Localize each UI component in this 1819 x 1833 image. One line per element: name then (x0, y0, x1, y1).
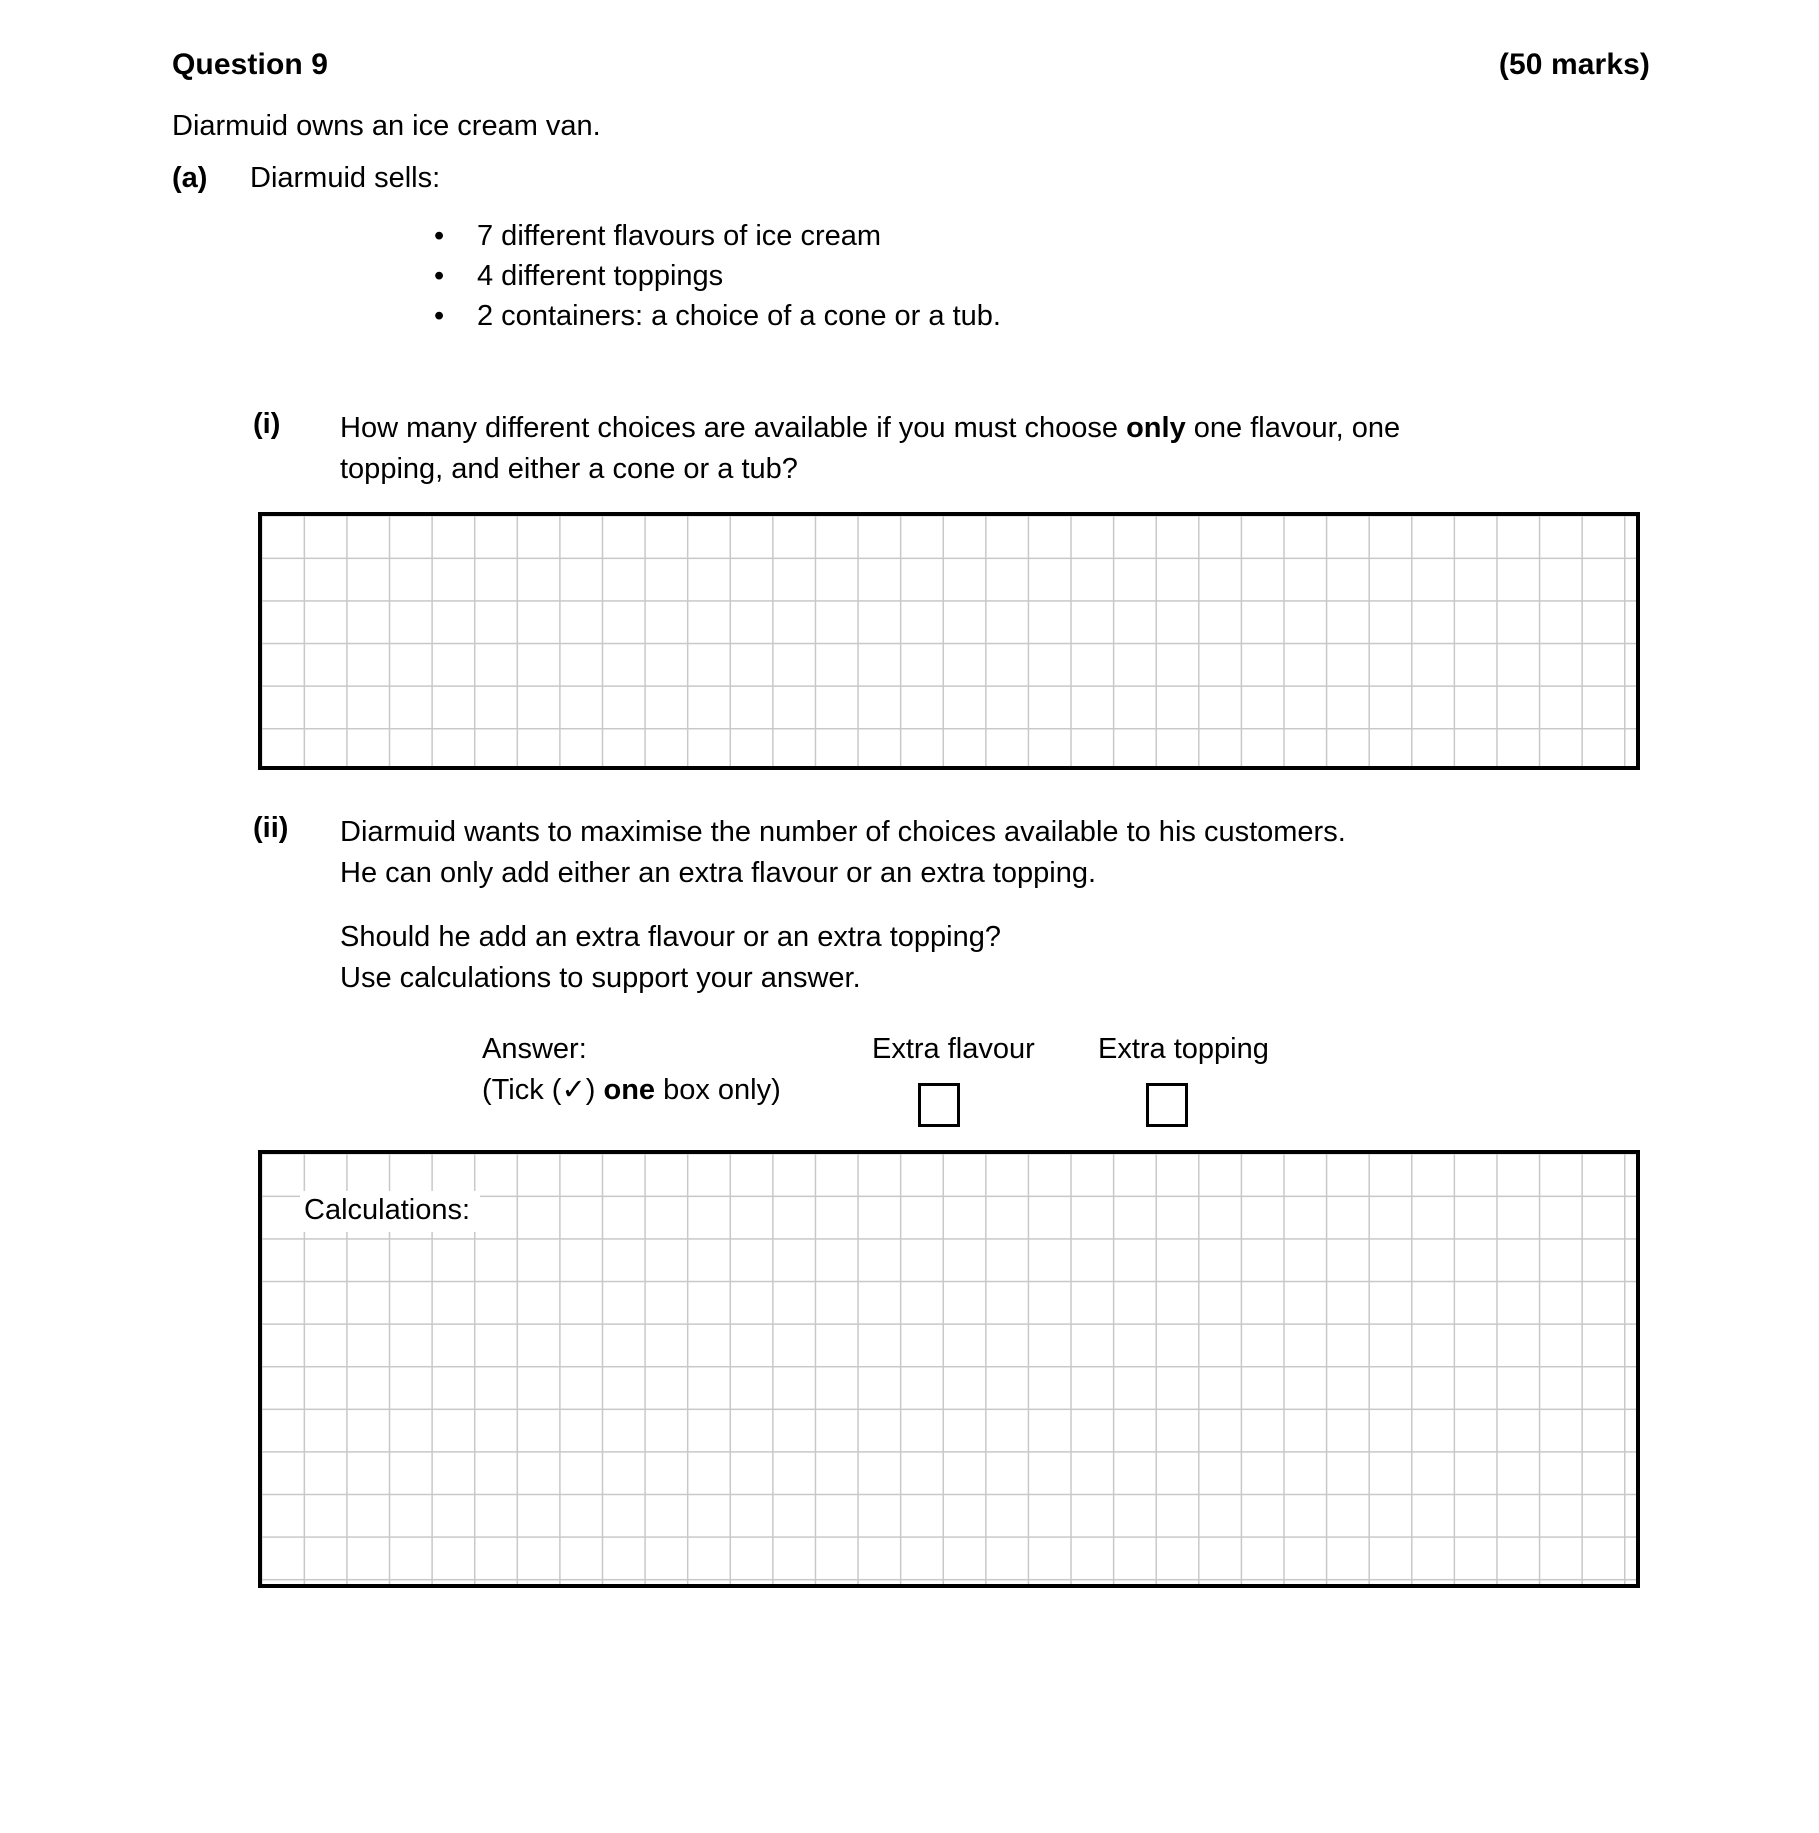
part-a-i-label: (i) (253, 408, 281, 440)
answer-grid-part-i[interactable] (258, 512, 1640, 770)
part-a-ii-text (340, 812, 1346, 893)
part-a-bullet-list (430, 216, 1001, 336)
part-a-i-line-2: topping, and either a cone or a tub? (340, 452, 798, 485)
tick-instruction-suffix: box only) (655, 1073, 781, 1106)
list-item-label: 4 different toppings (477, 260, 724, 293)
list-item (430, 296, 1001, 336)
question-intro: Diarmuid owns an ice cream van. (172, 110, 601, 142)
question-header (172, 48, 1650, 82)
checkbox-extra-flavour[interactable] (918, 1083, 960, 1127)
page-title: Question 9 (172, 48, 329, 81)
answer-label: Answer: (482, 1033, 587, 1065)
part-a-i-line-1-b: one flavour, one (1185, 412, 1401, 444)
tick-instruction (482, 1070, 781, 1111)
part-a-ii-line-1: Diarmuid wants to maximise the number of choices available to his customers. (340, 816, 1346, 848)
answer-grid-part-ii[interactable] (258, 1150, 1640, 1588)
part-a-i-line-1 (340, 408, 1400, 449)
tick-instruction-mid: ) (585, 1073, 604, 1106)
bullet-dot-icon: • (434, 300, 445, 333)
part-a-ii-line-4: Use calculations to support your answer. (340, 961, 861, 994)
option-extra-topping-label: Extra topping (1098, 1033, 1269, 1065)
part-a-stem (172, 162, 440, 195)
check-icon: ✓ (561, 1073, 586, 1106)
list-item-label: 7 different flavours of ice cream (477, 220, 882, 252)
bullet-dot-icon: • (434, 260, 445, 293)
part-a-text: Diarmuid sells: (250, 162, 441, 194)
part-a-ii-line-2: He can only add either an extra flavour or an extra topping. (340, 856, 1097, 889)
option-extra-flavour (872, 1029, 1035, 1127)
bullet-dot-icon: • (434, 220, 445, 252)
answer-instruction (482, 1029, 781, 1110)
marks-badge: (50 marks) (1498, 48, 1650, 81)
list-item-label: 2 containers: a choice of a cone or a tub. (477, 300, 1001, 333)
part-a-label: (a) (172, 162, 208, 194)
part-a-i-text (340, 408, 1400, 489)
part-a-ii-prompt (340, 917, 1001, 998)
part-a-ii-line-3: Should he add an extra flavour or an extra topping? (340, 921, 1002, 953)
option-extra-topping (1098, 1029, 1269, 1127)
list-item (430, 256, 1001, 296)
tick-instruction-emphasis: one (603, 1073, 656, 1106)
tick-instruction-prefix: (Tick ( (482, 1073, 562, 1106)
part-a-ii (253, 812, 1346, 893)
part-a-i (253, 408, 1400, 489)
part-a-ii-label: (ii) (253, 812, 289, 844)
calculations-label: Calculations: (300, 1191, 480, 1232)
part-a-i-line-1-a: How many different choices are available if you must choose (340, 412, 1127, 444)
option-extra-flavour-label: Extra flavour (872, 1033, 1035, 1065)
checkbox-extra-topping[interactable] (1146, 1083, 1188, 1127)
list-item (430, 216, 1001, 256)
part-a-i-emphasis: only (1126, 412, 1186, 444)
